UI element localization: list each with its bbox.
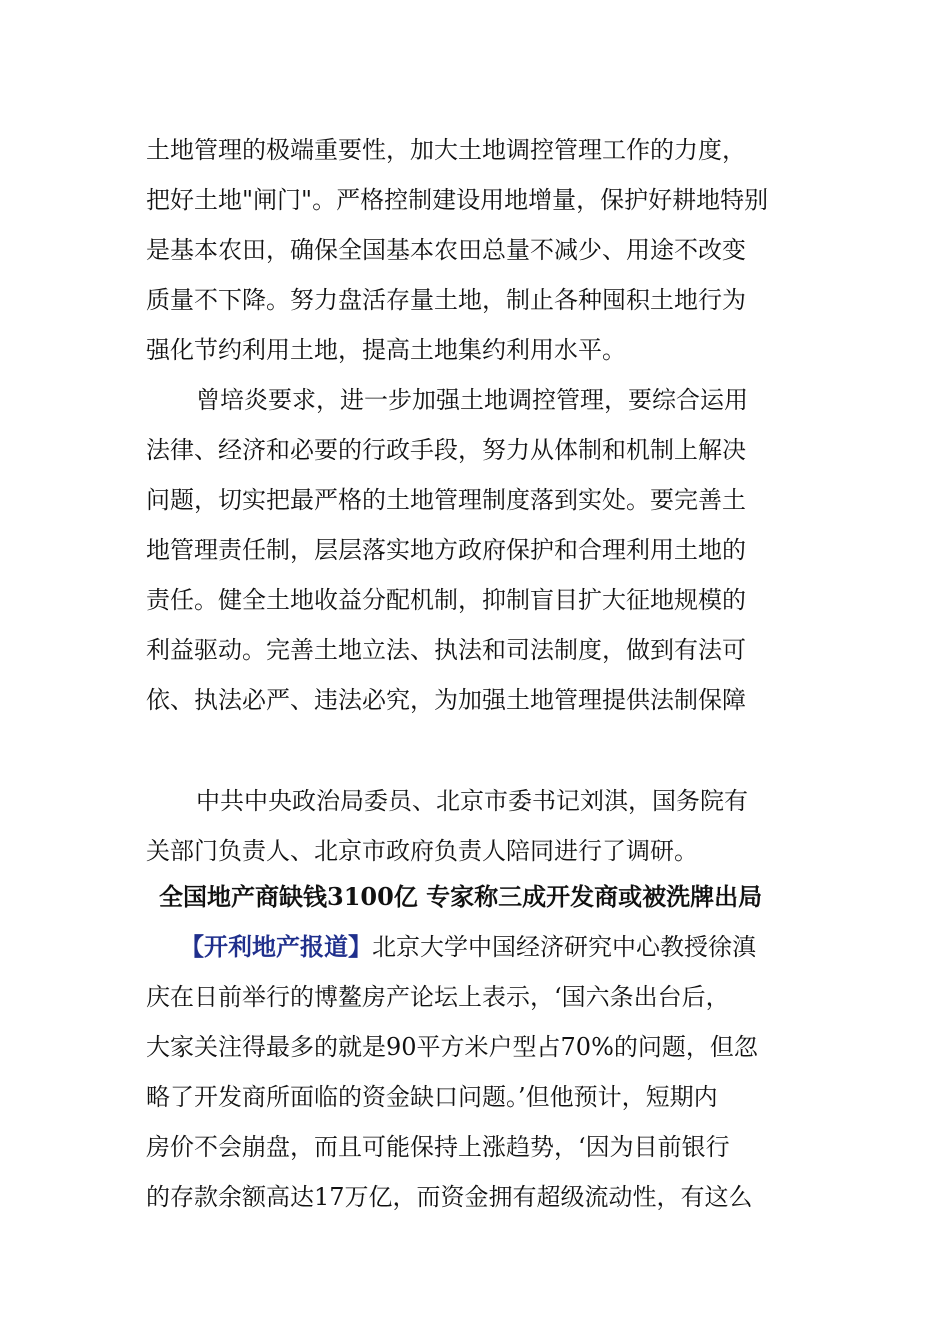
- paragraph-line: 地管理责任制，层层落实地方政府保护和合理利用土地的: [146, 536, 746, 564]
- paragraph-line: 利益驱动。完善土地立法、执法和司法制度，做到有法可: [146, 636, 746, 664]
- paragraph-line: 强化节约利用土地，提高土地集约利用水平。: [146, 336, 626, 364]
- paragraph-line: 法律、经济和必要的行政手段，努力从体制和机制上解决: [146, 436, 746, 464]
- paragraph-line: 责任。健全土地收益分配机制，抑制盲目扩大征地规模的: [146, 586, 746, 614]
- paragraph-line: 大家关注得最多的就是90平方米户型占70%的问题，但忽: [146, 1033, 758, 1061]
- article-first-line: [180, 932, 756, 962]
- paragraph-line: 中共中央政治局委员、北京市委书记刘淇，国务院有: [196, 787, 748, 815]
- paragraph-line: 略了开发商所面临的资金缺口问题。’但他预计，短期内: [146, 1083, 718, 1111]
- article-first-line-text: 北京大学中国经济研究中心教授徐滇: [372, 933, 756, 961]
- paragraph-line: 土地管理的极端重要性，加大土地调控管理工作的力度，: [146, 136, 746, 164]
- paragraph-line: 曾培炎要求，进一步加强土地调控管理，要综合运用: [196, 386, 748, 414]
- paragraph-line: 问题，切实把最严格的土地管理制度落到实处。要完善土: [146, 486, 746, 514]
- article-headline: 全国地产商缺钱3100亿 专家称三成开发商或被洗牌出局: [159, 882, 763, 911]
- paragraph-line: 的存款余额高达17万亿，而资金拥有超级流动性，有这么: [146, 1183, 753, 1211]
- paragraph-line: 是基本农田，确保全国基本农田总量不减少、用途不改变: [146, 236, 746, 264]
- paragraph-line: 房价不会崩盘，而且可能保持上涨趋势，‘因为目前银行: [146, 1133, 730, 1161]
- source-lead-label: 【开利地产报道】: [180, 932, 372, 961]
- paragraph-line: 依、执法必严、违法必究，为加强土地管理提供法制保障: [146, 686, 746, 714]
- paragraph-line: 质量不下降。努力盘活存量土地，制止各种囤积土地行为: [146, 286, 746, 314]
- paragraph-line: 关部门负责人、北京市政府负责人陪同进行了调研。: [146, 837, 698, 865]
- paragraph-line: 庆在日前举行的博鳌房产论坛上表示，‘国六条出台后，: [146, 983, 730, 1011]
- paragraph-line: 把好土地"闸门"。严格控制建设用地增量，保护好耕地特别: [146, 186, 769, 214]
